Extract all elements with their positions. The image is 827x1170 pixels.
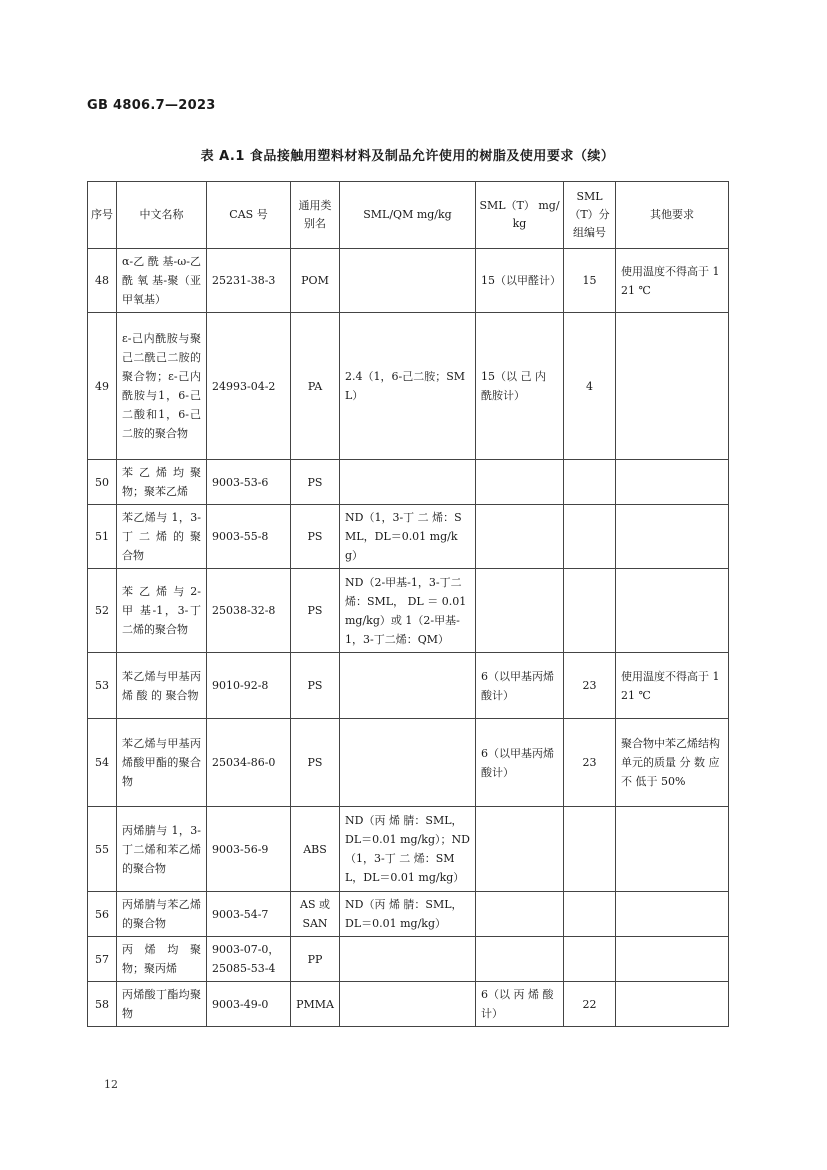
table-row: [88, 460, 729, 505]
group-number: [564, 505, 616, 569]
cas-number: 9003-54-7: [207, 892, 291, 937]
group-number: [564, 937, 616, 982]
category: PS: [291, 653, 340, 719]
category: ABS: [291, 807, 340, 892]
table-header-row: [88, 182, 729, 249]
other-requirements: [616, 807, 729, 892]
group-number: [564, 892, 616, 937]
cas-number: 9003-07-0，25085-53-4: [207, 937, 291, 982]
chinese-name: 苯乙烯与甲基丙 烯 酸 的 聚合物: [117, 653, 207, 719]
other-requirements: 使用温度不得高于 121 ℃: [616, 249, 729, 313]
row-number: 51: [88, 505, 117, 569]
cas-number: 9003-56-9: [207, 807, 291, 892]
cas-number: 25034-86-0: [207, 719, 291, 807]
other-requirements: [616, 569, 729, 653]
row-number: 57: [88, 937, 117, 982]
group-number: [564, 807, 616, 892]
category: PS: [291, 719, 340, 807]
sml-t: [476, 505, 564, 569]
chinese-name: 丙烯酸丁酯均聚物: [117, 982, 207, 1027]
category: PMMA: [291, 982, 340, 1027]
column-header: 其他要求: [616, 182, 729, 249]
table-row: [88, 505, 729, 569]
row-number: 54: [88, 719, 117, 807]
column-header: 通用类别名: [291, 182, 340, 249]
chinese-name: 苯 乙 烯 与 2-甲 基-1，3-丁二烯的聚合物: [117, 569, 207, 653]
sml-t: 15（以 己 内 酰胺计）: [476, 313, 564, 460]
table-row: [88, 719, 729, 807]
cas-number: 24993-04-2: [207, 313, 291, 460]
sml-t: [476, 807, 564, 892]
sml-qm: ND（1，3-丁 二 烯：SML，DL＝0.01 mg/kg）: [340, 505, 476, 569]
row-number: 48: [88, 249, 117, 313]
row-number: 49: [88, 313, 117, 460]
table-caption: 表 A.1 食品接触用塑料材料及制品允许使用的树脂及使用要求（续）: [200, 149, 615, 164]
chinese-name: 苯 乙 烯 均 聚物；聚苯乙烯: [117, 460, 207, 505]
sml-qm: [340, 982, 476, 1027]
sml-qm: [340, 460, 476, 505]
sml-qm: 2.4（1，6-己二胺；SML）: [340, 313, 476, 460]
chinese-name: 苯乙烯与 1，3-丁 二 烯 的 聚合物: [117, 505, 207, 569]
table-row: [88, 892, 729, 937]
row-number: 52: [88, 569, 117, 653]
group-number: 22: [564, 982, 616, 1027]
category: PP: [291, 937, 340, 982]
group-number: 23: [564, 653, 616, 719]
chinese-name: 丙烯腈与苯乙烯的聚合物: [117, 892, 207, 937]
row-number: 58: [88, 982, 117, 1027]
category: PS: [291, 505, 340, 569]
column-header: SML（T） mg/kg: [476, 182, 564, 249]
sml-t: 6（以甲基丙烯酸计）: [476, 719, 564, 807]
row-number: 50: [88, 460, 117, 505]
cas-number: 9010-92-8: [207, 653, 291, 719]
other-requirements: 使用温度不得高于 121 ℃: [616, 653, 729, 719]
sml-qm: [340, 937, 476, 982]
group-number: [564, 460, 616, 505]
cas-number: 9003-53-6: [207, 460, 291, 505]
table-row: [88, 937, 729, 982]
other-requirements: [616, 892, 729, 937]
cas-number: 9003-49-0: [207, 982, 291, 1027]
cas-number: 25231-38-3: [207, 249, 291, 313]
sml-qm: [340, 719, 476, 807]
other-requirements: [616, 460, 729, 505]
row-number: 53: [88, 653, 117, 719]
group-number: [564, 569, 616, 653]
other-requirements: [616, 937, 729, 982]
table-row: [88, 807, 729, 892]
sml-t: 6（以 丙 烯 酸计）: [476, 982, 564, 1027]
column-header: CAS 号: [207, 182, 291, 249]
cas-number: 25038-32-8: [207, 569, 291, 653]
other-requirements: 聚合物中苯乙烯结构单元的质量 分 数 应 不 低于 50%: [616, 719, 729, 807]
category: PS: [291, 569, 340, 653]
chinese-name: 苯乙烯与甲基丙烯酸甲酯的聚合物: [117, 719, 207, 807]
other-requirements: [616, 505, 729, 569]
group-number: 15: [564, 249, 616, 313]
category: POM: [291, 249, 340, 313]
standard-number: GB 4806.7—2023: [87, 98, 216, 113]
table-row: [88, 653, 729, 719]
group-number: 4: [564, 313, 616, 460]
sml-qm: [340, 653, 476, 719]
category: AS 或 SAN: [291, 892, 340, 937]
column-header: 中文名称: [117, 182, 207, 249]
chinese-name: 丙 烯 均 聚 物；聚丙烯: [117, 937, 207, 982]
sml-qm: ND（丙 烯 腈：SML，DL＝0.01 mg/kg）: [340, 892, 476, 937]
table-row: [88, 249, 729, 313]
page-number: 12: [104, 1078, 118, 1091]
sml-t: 15（以甲醛计）: [476, 249, 564, 313]
row-number: 55: [88, 807, 117, 892]
sml-t: [476, 569, 564, 653]
column-header: 序号: [88, 182, 117, 249]
chinese-name: 丙烯腈与 1，3-丁二烯和苯乙烯的聚合物: [117, 807, 207, 892]
sml-qm: ND（丙 烯 腈：SML，DL＝0.01 mg/kg）；ND（1，3-丁 二 烯：SML，DL＝0.01 mg/kg）: [340, 807, 476, 892]
table-row: [88, 313, 729, 460]
column-header: SML/QM mg/kg: [340, 182, 476, 249]
chinese-name: α-乙 酰 基-ω-乙 酰 氧 基-聚（亚甲氧基）: [117, 249, 207, 313]
sml-qm: [340, 249, 476, 313]
category: PA: [291, 313, 340, 460]
sml-t: 6（以甲基丙烯酸计）: [476, 653, 564, 719]
chinese-name: ε-己内酰胺与聚己二酰己二胺的聚合物；ε-己内酰胺与1，6-己二酸和1，6-己二胺的聚合物: [117, 313, 207, 460]
category: PS: [291, 460, 340, 505]
sml-t: [476, 460, 564, 505]
row-number: 56: [88, 892, 117, 937]
column-header: SML（T）分组编号: [564, 182, 616, 249]
sml-t: [476, 892, 564, 937]
cas-number: 9003-55-8: [207, 505, 291, 569]
sml-qm: ND（2-甲基-1，3-丁二烯：SML， DL ＝ 0.01 mg/kg）或 1（2-甲基-1，3-丁二烯：QM）: [340, 569, 476, 653]
sml-t: [476, 937, 564, 982]
other-requirements: [616, 982, 729, 1027]
group-number: 23: [564, 719, 616, 807]
table-row: [88, 982, 729, 1027]
table-row: [88, 569, 729, 653]
other-requirements: [616, 313, 729, 460]
resin-table: [87, 181, 729, 1027]
